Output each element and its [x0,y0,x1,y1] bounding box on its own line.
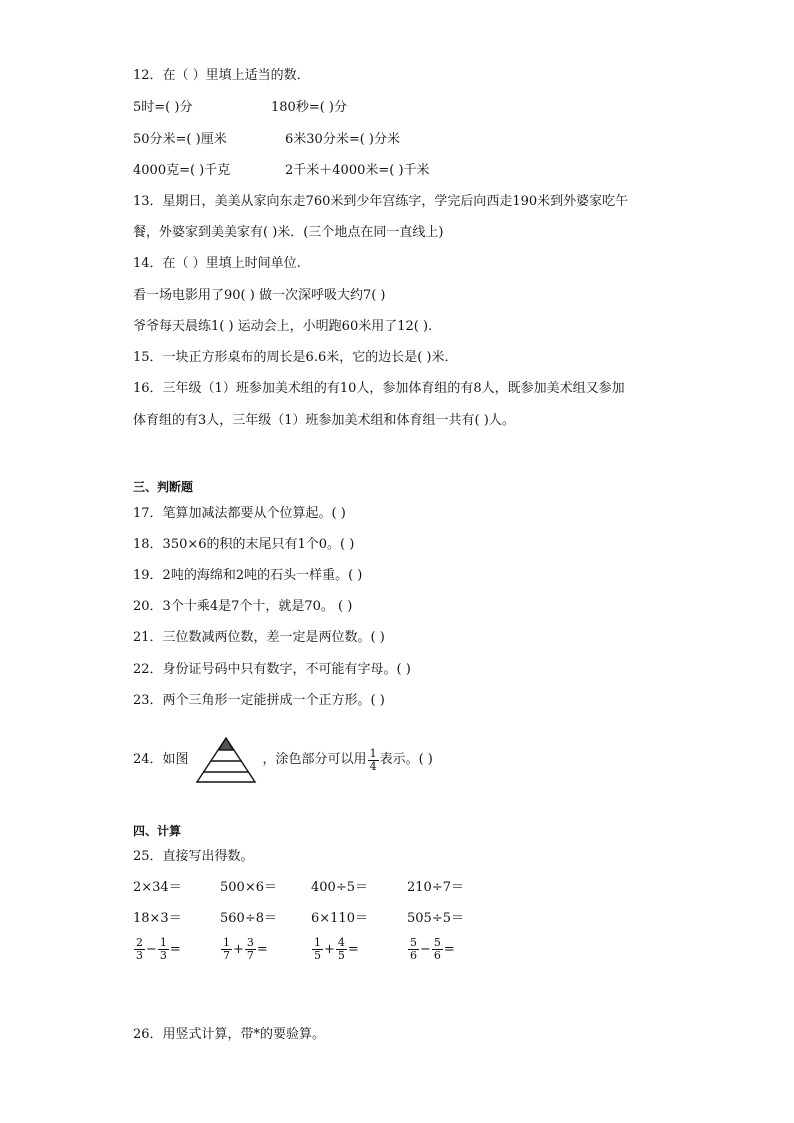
fraction-numerator: 2 [136,936,143,949]
equals: = [169,941,181,957]
fraction [432,937,443,962]
fraction-expr [133,937,181,962]
fraction-denominator: 5 [314,949,321,962]
calc-item: 210÷7＝ [407,880,464,895]
equals: = [347,941,359,957]
q12-blank-km: 2千米＋4000米=( )千米 [285,163,430,178]
q14-row2: 爷爷每天晨练1( ) 运动会上，小明跑60米用了12( ). [133,319,433,334]
fraction [158,937,169,962]
fraction-numerator: 4 [337,936,345,949]
q25-title: 25．直接写出得数。 [133,849,254,864]
fraction [312,937,323,962]
q12-blank-seconds: 180秒=( )分 [271,100,347,115]
judge-24 [133,736,433,784]
judge-23: 23．两个三角形一定能拼成一个正方形。( ) [133,693,385,708]
fraction [245,937,256,962]
q14-row1: 看一场电影用了90( ) 做一次深呼吸大约7( ) [133,288,386,303]
layered-triangle-figure [195,736,257,784]
q13-line1: 13．星期日，美美从家向东走760米到少年宫练字，学完后向西走190米到外婆家吃午 [133,194,629,209]
q24-post: 表示。( ) [379,752,433,767]
fraction [408,937,419,962]
judge-17: 17．笔算加减法都要从个位算起。( ) [133,506,346,521]
operator: − [146,941,157,957]
fraction [336,937,347,962]
calc-item: 505÷5＝ [407,911,464,926]
q24-pre: 24．如图 [133,752,189,767]
calc-item: 18×3＝ [133,911,182,926]
equals: = [443,941,455,957]
fraction-denominator: 3 [136,949,143,962]
q15: 15．一块正方形桌布的周长是6.6米，它的边长是( )米． [133,350,458,365]
fraction [221,937,232,962]
q12-title: 12．在（ ）里填上适当的数． [133,68,310,83]
fraction-numerator: 5 [410,936,417,949]
q24-mid: ，涂色部分可以用 [262,752,367,767]
fraction-denominator: 4 [369,759,377,773]
fraction-numerator: 5 [433,936,441,949]
fraction-denominator: 3 [159,949,167,962]
triangle-top-shaded [219,738,233,750]
q12-blank-decimeter: 50分米=( )厘米 [133,132,227,147]
q12-blank-meter: 6米30分米=( )分米 [285,132,400,147]
calc-item: 6×110＝ [311,911,368,926]
equals: = [256,941,268,957]
judge-21: 21．三位数减两位数，差一定是两位数。( ) [133,630,385,645]
section-judgment-title: 三、判断题 [133,480,194,494]
fraction-numerator: 1 [223,936,230,949]
calc-item: 400÷5＝ [311,880,368,895]
fraction-denominator: 7 [223,949,230,962]
q16-line1: 16．三年级（1）班参加美术组的有10人，参加体育组的有8人，既参加美术组又参加 [133,381,625,396]
operator: + [324,941,335,957]
calc-item: 500×6＝ [220,880,277,895]
fraction-numerator: 3 [246,936,254,949]
fraction-expr [407,937,455,962]
fraction [134,937,145,962]
q12-blank-gram: 4000克=( )千克 [133,163,231,178]
calc-item: 560÷8＝ [220,911,277,926]
fraction-denominator: 6 [410,949,417,962]
operator: − [420,941,431,957]
fraction-numerator: 1 [369,746,377,760]
fraction-numerator: 1 [159,936,167,949]
fraction-expr [311,937,359,962]
q12-blank-hours: 5时=( )分 [133,100,193,115]
operator: + [233,941,244,957]
judge-20: 20．3个十乘4是7个十，就是70。 ( ) [133,599,353,614]
q14-title: 14．在（ ）里填上时间单位. [133,256,301,271]
fraction-denominator: 7 [246,949,254,962]
fraction-expr [220,937,268,962]
fraction-denominator: 6 [433,949,441,962]
calc-item: 2×34＝ [133,880,182,895]
fraction-denominator: 5 [337,949,345,962]
q26: 26．用竖式计算，带*的要验算。 [133,1027,326,1042]
fraction-numerator: 1 [314,936,321,949]
judge-18: 18．350×6的积的末尾只有1个0。( ) [133,537,355,552]
q13-line2: 餐，外婆家到美美家有( )米．(三个地点在同一直线上) [133,225,444,240]
judge-22: 22．身份证号码中只有数字，不可能有字母。( ) [133,662,411,677]
fraction-one-quarter [368,748,379,773]
q16-line2: 体育组的有3人，三年级（1）班参加美术组和体育组一共有( )人。 [133,413,515,428]
judge-19: 19．2吨的海绵和2吨的石头一样重。( ) [133,568,363,583]
section-calc-title: 四、计算 [133,824,182,838]
